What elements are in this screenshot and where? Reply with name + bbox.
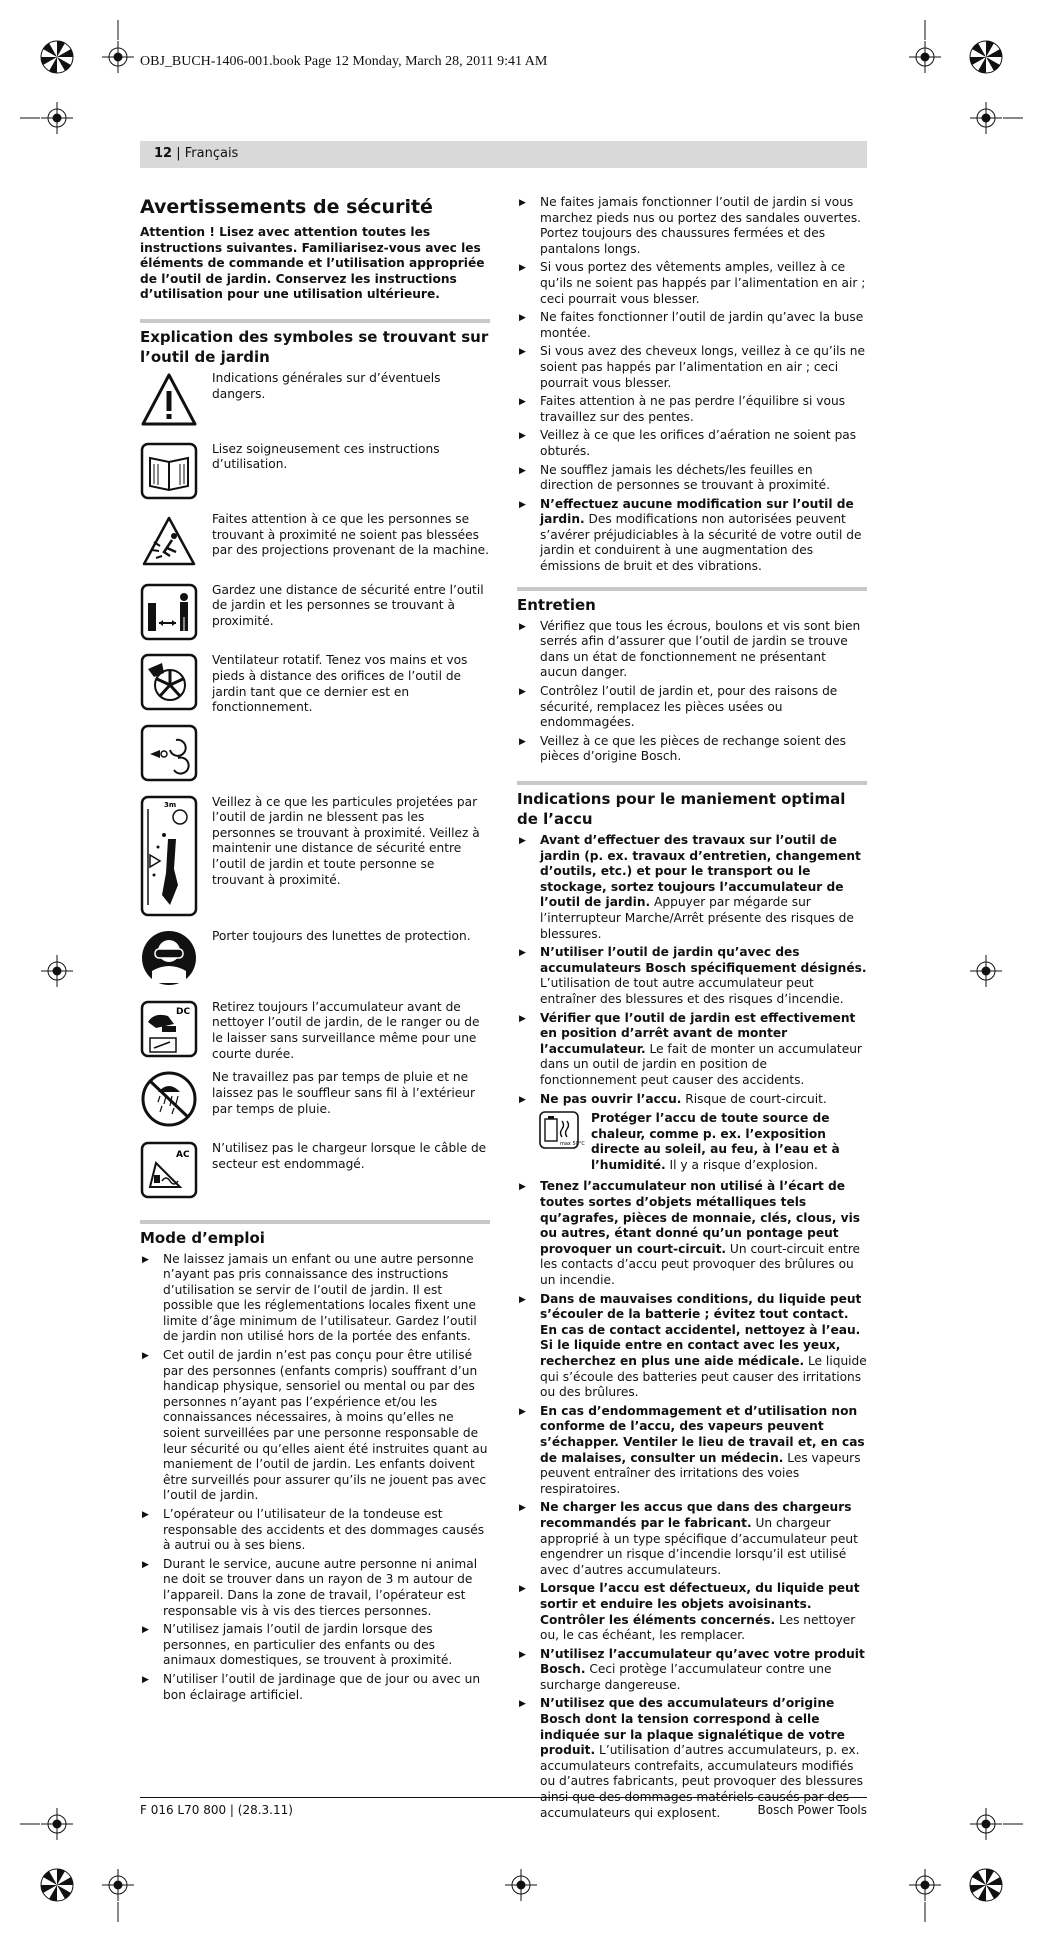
list-item: [517, 1011, 867, 1089]
list-item: [517, 497, 867, 575]
projectile-hazard-icon: [140, 512, 198, 575]
item-text: Des modifications non autorisées peuvent s’avérer préjudiciables à la sécurité de votre outil de jardin et conduirent à une augmentation des émissions de bruit et des vibrations.: [540, 512, 862, 574]
item-bold-lead: N’utilisez que des accumulateurs d’origine Bosch dont la tension correspond à celle indiquée sur la plaque signalétique de votre produit.: [540, 1696, 845, 1758]
page-footer: [140, 1797, 867, 1817]
maintenance-list: [517, 619, 867, 765]
page-number: 12: [154, 146, 173, 161]
list-item: [517, 463, 867, 494]
battery-list-b: [517, 1179, 867, 1821]
item-bold-lead: Ne charger les accus que dans des chargeurs recommandés par le fabricant.: [540, 1500, 852, 1530]
item-bold-lead: N’utilisez l’accumulateur qu’avec votre produit Bosch.: [540, 1646, 865, 1677]
symbol-row: [140, 1000, 490, 1063]
maintenance-heading: Entretien: [517, 587, 867, 615]
list-item: ▶ Ne laissez jamais un enfant ou une autre personne n’ayant pas pris connaissance des instructions d’utilisation se servir de l’outil de jardin. Il est possible que les réglementations locales fixent une limite d’âge minimum de l’utilisateur. Gardez l’outil de jardin non utilisé hors de la portée des enfants.: [140, 1252, 490, 1346]
blower-particles-icon: [140, 795, 198, 922]
mode-list: [140, 1252, 490, 1704]
item-text: Ceci protège l’accumulateur contre une surcharge dangereuse.: [540, 1662, 832, 1692]
battery-heat-icon: [539, 1111, 585, 1154]
page-title: Avertissements de sécurité: [140, 196, 433, 218]
heat-note-text: Il y a risque d’explosion.: [665, 1157, 818, 1172]
header-language: Français: [184, 146, 239, 161]
list-item: [517, 1092, 867, 1108]
symbol-description: Ventilateur rotatif. Tenez vos mains et vos pieds à distance des orifices de l’outil de jardin tant que ce dernier est en fonctionnement.: [212, 653, 468, 715]
item-bold-lead: Lorsque l’accu est défectueux, du liquide peut sortir et enduire les objets avoisinants. Contrôler les éléments concernés.: [540, 1581, 860, 1627]
item-text: Les vapeurs peuvent entraîner des irritations des voies respiratoires.: [540, 1450, 861, 1496]
charger-ac-icon: [140, 1141, 198, 1204]
right-column: [517, 195, 867, 1824]
symbol-row: [140, 583, 490, 646]
list-item: [517, 260, 867, 307]
heat-note-bold: Protéger l’accu de toute source de chaleur, comme p. ex. l’exposition directe au soleil, au feu, à l’eau et à l’humidité.: [591, 1111, 840, 1172]
no-rain-icon: [140, 1070, 198, 1133]
intro-warning: Attention ! Lisez avec attention toutes les instructions suivantes. Familiarisez-vous avec les éléments de commande et l’utilisation appropriée de l’outil de jardin. Conservez les instructions d’utilisation pour une utilisation ultérieure.: [140, 225, 485, 302]
symbol-description: Gardez une distance de sécurité entre l’outil de jardin et les personnes se trouvant à proximité.: [212, 582, 484, 628]
item-text: L’utilisation de tout autre accumulateur peut entraîner des blessures et des risques d’incendie.: [540, 976, 844, 1006]
page-header: [154, 146, 238, 161]
symbol-row: [140, 1070, 490, 1133]
list-item: [517, 833, 867, 942]
symbol-description: N’utilisez pas le chargeur lorsque le câble de secteur est endommagé.: [212, 1140, 487, 1171]
symbol-description: Porter toujours des lunettes de protection.: [212, 929, 471, 944]
battery-heading: Indications pour le maniement optimal de l’accu: [517, 781, 867, 829]
symbol-description: Veillez à ce que les particules projetées par l’outil de jardin ne blessent pas les personnes se trouvant à proximité. Veillez à maintenir une distance de sécurité entre l’outil de jardin et toute personne se trouvant à proximité.: [212, 794, 480, 887]
symbol-row: [140, 1141, 490, 1204]
item-bold-lead: N’utiliser l’outil de jardin qu’avec des accumulateurs Bosch spécifiquement désignés.: [540, 945, 867, 975]
list-item: [517, 1292, 867, 1401]
item-text: Faites attention à ne pas perdre l’équilibre si vous travaillez sur des pentes.: [540, 394, 846, 424]
list-item: [517, 945, 867, 1007]
svg-text:3m: 3m: [164, 800, 177, 809]
symbol-description: Retirez toujours l’accumulateur avant de nettoyer l’outil de jardin, de le ranger ou de le laisser sans surveillance même pour une courte durée.: [212, 999, 480, 1061]
list-item: [517, 394, 867, 425]
list-item: [517, 1581, 867, 1643]
symbol-description: Faites attention à ce que les personnes se trouvant à proximité ne soient pas blessées par des projections provenant de la machine.: [212, 512, 489, 558]
item-bold-lead: En cas d’endommagement et d’utilisation non conforme de l’accu, des vapeurs peuvent s’échapper. Ventiler le lieu de travail et, en cas de malaises, consulter un médecin.: [540, 1403, 865, 1465]
symbol-row: [140, 795, 490, 922]
symbol-row: [140, 512, 490, 575]
symbol-row: [140, 442, 490, 505]
ac-label: AC: [176, 1149, 190, 1160]
item-text: Le liquide qui s’écoule des batteries peut causer des irritations ou des brûlures.: [540, 1354, 867, 1400]
symbol-row: [140, 653, 490, 716]
dc-label: DC: [176, 1006, 191, 1017]
footer-doc-id: F 016 L70 800 | (28.3.11): [140, 1803, 293, 1817]
rotating-fan-icon: [140, 653, 198, 716]
mode-heading: Mode d’emploi: [140, 1220, 490, 1248]
header-separator: |: [172, 146, 185, 161]
battery-list-a: [517, 833, 867, 1107]
list-item: ▶ N’utilisez jamais l’outil de jardin lorsque des personnes, en particulier des enfants ou des animaux domestiques, se trouvent à proximité.: [140, 1622, 490, 1669]
item-bold-lead: Ne pas ouvrir l’accu.: [540, 1091, 682, 1106]
list-item: ▶ Durant le service, aucune autre personne ni animal ne doit se trouver dans un rayon de 3 m autour de l’appareil. Dans la zone de travail, l’opérateur est responsable vis à vis des tierces personnes.: [140, 1557, 490, 1619]
symbol-description: Lisez soigneusement ces instructions d’utilisation.: [212, 441, 440, 472]
symbols-list: [140, 371, 490, 1204]
item-text: Ne soufflez jamais les déchets/les feuilles en direction de personnes se trouvant à proximité.: [540, 462, 831, 493]
list-item: [517, 1500, 867, 1578]
item-text: Ne faites jamais fonctionner l’outil de jardin si vous marchez pieds nus ou portez des sandales ouvertes. Portez toujours des chaussures fermées et des pantalons longs.: [540, 195, 862, 256]
item-text: Un court-circuit entre les contacts d’accu peut provoquer des brûlures ou un incendie.: [540, 1241, 861, 1288]
wait-until-stopped-icon: [140, 724, 198, 787]
list-item: [517, 344, 867, 391]
symbol-row: [140, 724, 490, 787]
list-item: [517, 310, 867, 341]
list-item: ▶ Vérifiez que tous les écrous, boulons et vis sont bien serrés afin d’assurer que l’outil de jardin se trouve dans un état de fonctionnement ne présentant aucun danger.: [517, 619, 867, 681]
list-item: [517, 195, 867, 257]
symbols-heading: Explication des symboles se trouvant sur l’outil de jardin: [140, 319, 490, 367]
manual-book-icon: [140, 442, 198, 505]
item-text: Le fait de monter un accumulateur dans un outil de jardin en position de fonctionnement peut causer des accidents.: [540, 1041, 862, 1087]
list-item: [517, 1647, 867, 1694]
item-bold-lead: Avant d’effectuer des travaux sur l’outil de jardin (p. ex. travaux d’entretien, changement d’outils, etc.) et pour le transport ou le stockage, sortez toujours l’accumulateur de l’outil de jardin.: [540, 833, 861, 910]
list-item: ▶ L’opérateur ou l’utilisateur de la tondeuse est responsable des accidents et des dommages causés à autrui ou à ses biens.: [140, 1507, 490, 1554]
item-text: Ne faites fonctionner l’outil de jardin qu’avec la buse montée.: [540, 310, 864, 340]
symbol-description: Indications générales sur d’éventuels dangers.: [212, 370, 441, 401]
item-bold-lead: Tenez l’accumulateur non utilisé à l’écart de toutes sortes d’objets métalliques tels qu’agrafes, pièces de monnaie, clés, clous, vis ou autres, étant donné qu’un pontage peut provoquer un court-circuit.: [540, 1179, 861, 1256]
blower-safety-list: [517, 195, 867, 575]
item-text: Si vous avez des cheveux longs, veillez à ce qu’ils ne soient pas happés par l’alimentation en air ; ceci pourrait vous blesser.: [540, 344, 865, 390]
list-item: [517, 428, 867, 459]
symbol-row: [140, 371, 490, 434]
warning-triangle-icon: [140, 371, 198, 434]
item-bold-lead: Vérifier que l’outil de jardin est effectivement en position d’arrêt avant de monter l’accumulateur.: [540, 1010, 856, 1056]
header-bar: [140, 141, 867, 168]
print-slug: OBJ_BUCH-1406-001.book Page 12 Monday, March 28, 2011 9:41 AM: [140, 54, 548, 69]
list-item: ▶ Veillez à ce que les pièces de rechange soient des pièces d’origine Bosch.: [517, 734, 867, 765]
item-bold-lead: Dans de mauvaises conditions, du liquide peut s’écouler de la batterie ; évitez tout contact. En cas de contact accidentel, nettoyez à l’eau. Si le liquide entre en contact avec les yeux, recherchez en plus une aide médicale.: [540, 1291, 862, 1368]
remove-battery-dc-icon: [140, 1000, 198, 1063]
item-text: Si vous portez des vêtements amples, veillez à ce qu’ils ne soient pas happés par l’alimentation en air ; ceci pourrait vous blesser.: [540, 260, 866, 306]
item-text: Un chargeur approprié à un type spécifique d’accumulateur peut engendrer un risque d’incendie lorsqu’il est utilisé avec d’autres accumulateurs.: [540, 1515, 858, 1577]
item-text: L’utilisation d’autres accumulateurs, p. ex. accumulateurs contrefaits, accumulateurs modifiés ou d’autres fabricants, peut provoquer des blessures ainsi que des dommages matériels causés par des accumulateurs qui explosent.: [540, 1743, 863, 1820]
symbol-row: [140, 929, 490, 992]
list-item: [517, 1404, 867, 1498]
list-item: ▶ Contrôlez l’outil de jardin et, pour des raisons de sécurité, remplacez les pièces usées ou endommagées.: [517, 684, 867, 731]
left-column: [140, 195, 490, 1706]
footer-brand: Bosch Power Tools: [757, 1803, 867, 1817]
item-text: Veillez à ce que les orifices d’aération ne soient pas obturés.: [540, 428, 857, 458]
item-text: Risque de court-circuit.: [681, 1091, 827, 1106]
list-item: ▶ Cet outil de jardin n’est pas conçu pour être utilisé par des personnes (enfants compris) souffrant d’un handicap physique, sensoriel ou mental ou par des personnes n’ayant pas l’expérience et/ou les connaissances nécessaires, à moins qu’elles ne soient surveillées par une personne responsable de leur sécurité ou qu’elles aient été instruites quant au maniement de l’outil de jardin. Les enfants doivent être surveillés pour assurer qu’ils ne jouent pas avec l’outil de jardin.: [140, 1348, 490, 1504]
symbol-description: Ne travaillez pas par temps de pluie et ne laissez pas le souffleur sans fil à l’extérieur par temps de pluie.: [212, 1070, 476, 1116]
list-item: [517, 1179, 867, 1288]
safety-distance-icon: [140, 583, 198, 646]
safety-glasses-icon: [140, 929, 198, 992]
max-temp-label: max 50°C: [560, 1141, 585, 1148]
item-bold-lead: N’effectuez aucune modification sur l’outil de jardin.: [540, 496, 854, 527]
item-text: Appuyer par mégarde sur l’interrupteur Marche/Arrêt présente des risques de blessures.: [540, 895, 854, 941]
item-text: Les nettoyer ou, le cas échéant, les remplacer.: [540, 1612, 856, 1643]
battery-heat-note: [539, 1111, 867, 1173]
list-item: ▶ N’utiliser l’outil de jardinage que de jour ou avec un bon éclairage artificiel.: [140, 1672, 490, 1703]
